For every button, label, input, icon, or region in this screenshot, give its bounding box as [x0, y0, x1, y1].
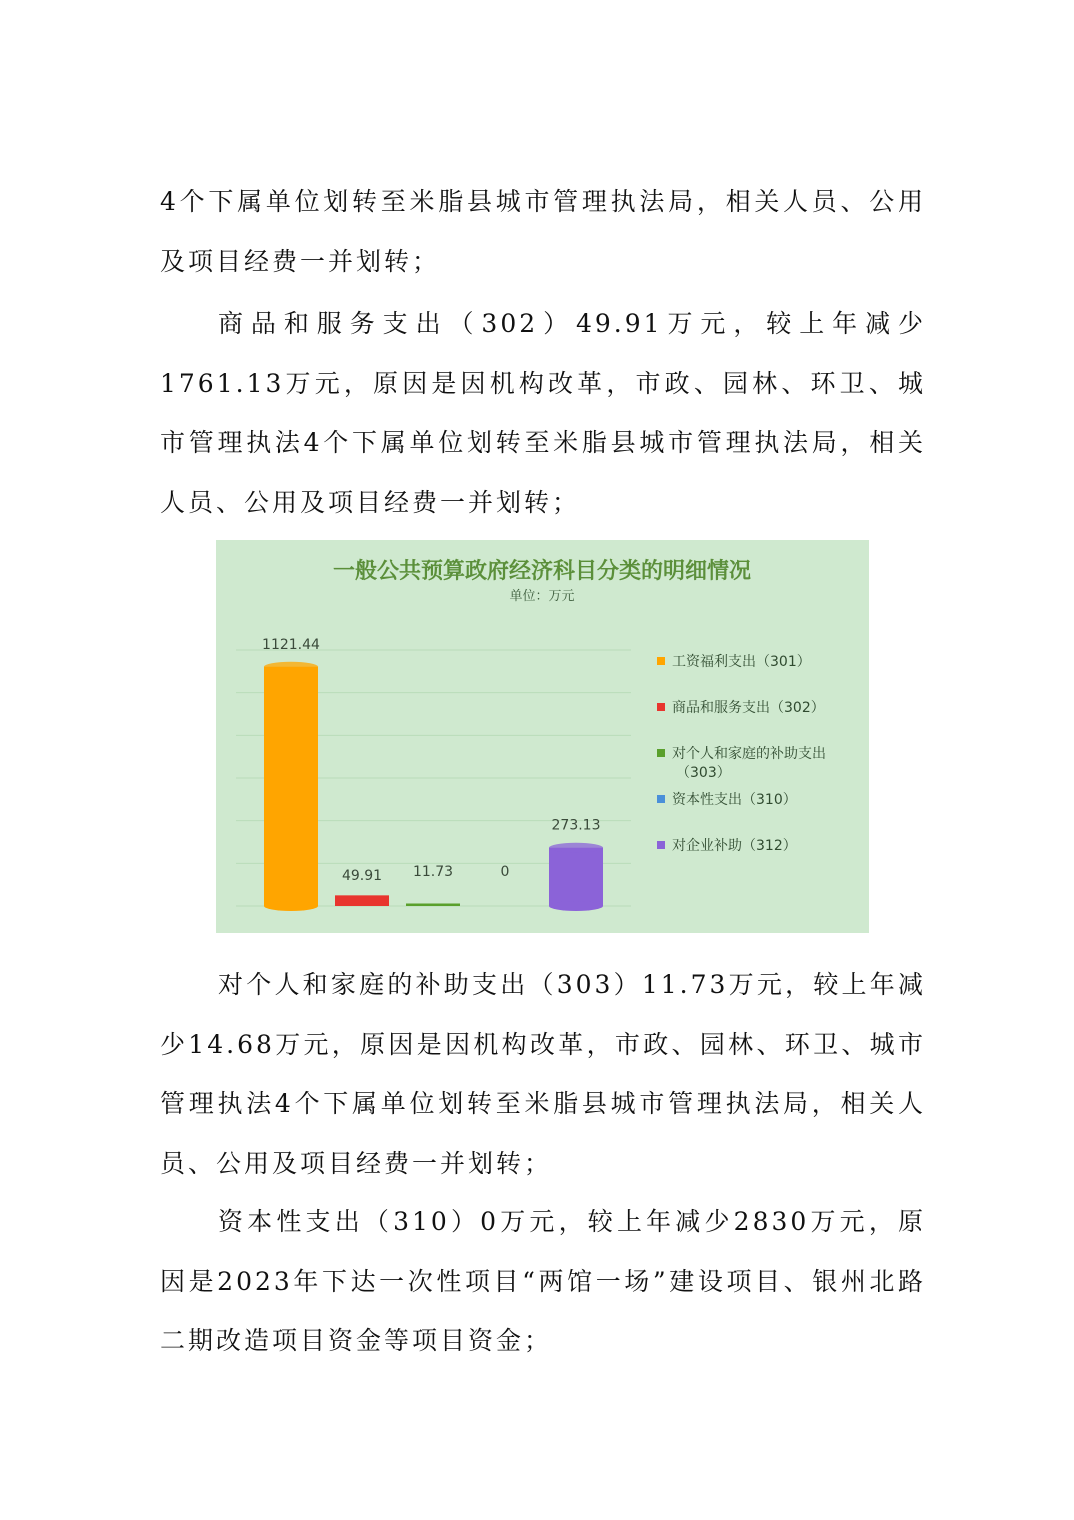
bar-3 [406, 903, 460, 906]
data-label: 0 [500, 864, 510, 880]
chart-title: 一般公共预算政府经济科目分类的明细情况 [332, 559, 752, 584]
data-label: 49.91 [341, 868, 383, 884]
bar-body [549, 848, 603, 906]
legend-label: 工资福利支出（301） [672, 654, 811, 670]
bar-top [264, 662, 318, 672]
legend-item [657, 791, 797, 808]
chart-figure [216, 540, 869, 933]
legend-item [657, 838, 797, 854]
bar-top [549, 843, 603, 853]
legend-swatch [657, 795, 665, 803]
legend-label: 对个人和家庭的补助支出 [672, 746, 826, 762]
bar-1 [264, 662, 318, 911]
bar-body [335, 895, 389, 906]
body-paragraph-2: 商品和服务支出（302）49.91万元，较上年减少1761.13万元，原因是因机构改革，市政、园林、环卫、城市管理执法4个下属单位划转至米脂县城市管理执法局，相关人员、公用及项目经费一并划转； [160, 309, 926, 517]
body-paragraph-4: 资本性支出（310）0万元，较上年减少2830万元，原因是2023年下达一次性项目“两馆一场”建设项目、银州北路二期改造项目资金等项目资金； [160, 1207, 926, 1355]
bar-2 [335, 895, 389, 906]
legend-item [657, 745, 826, 781]
legend [657, 653, 826, 854]
chart-subtitle: 单位：万元 [509, 589, 575, 604]
legend-swatch [657, 841, 665, 849]
bar-body [264, 667, 318, 906]
bar-base [264, 901, 318, 911]
data-label: 1121.44 [262, 636, 320, 653]
bar-body [406, 903, 460, 906]
body-paragraph-1: 4个下属单位划转至米脂县城市管理执法局，相关人员、公用及项目经费一并划转； [160, 187, 926, 276]
data-label: 273.13 [551, 817, 601, 834]
body-paragraph-3: 对个人和家庭的补助支出（303）11.73万元，较上年减少14.68万元，原因是因机构改革，市政、园林、环卫、城市管理执法4个下属单位划转至米脂县城市管理执法局，相关人员、公用及项目经费一并划转； [160, 970, 926, 1178]
legend-label: 资本性支出（310） [672, 792, 797, 808]
bar-5 [549, 843, 603, 911]
legend-label: 商品和服务支出（302） [672, 700, 825, 716]
legend-item [657, 653, 811, 670]
legend-swatch [657, 703, 665, 711]
legend-label-line2: （303） [676, 765, 731, 781]
bar-chart [216, 540, 869, 933]
bar-base [549, 901, 603, 911]
data-label: 11.73 [412, 864, 454, 880]
legend-swatch [657, 657, 665, 665]
legend-item [657, 699, 825, 716]
legend-label: 对企业补助（312） [672, 838, 797, 854]
legend-swatch [657, 749, 665, 757]
